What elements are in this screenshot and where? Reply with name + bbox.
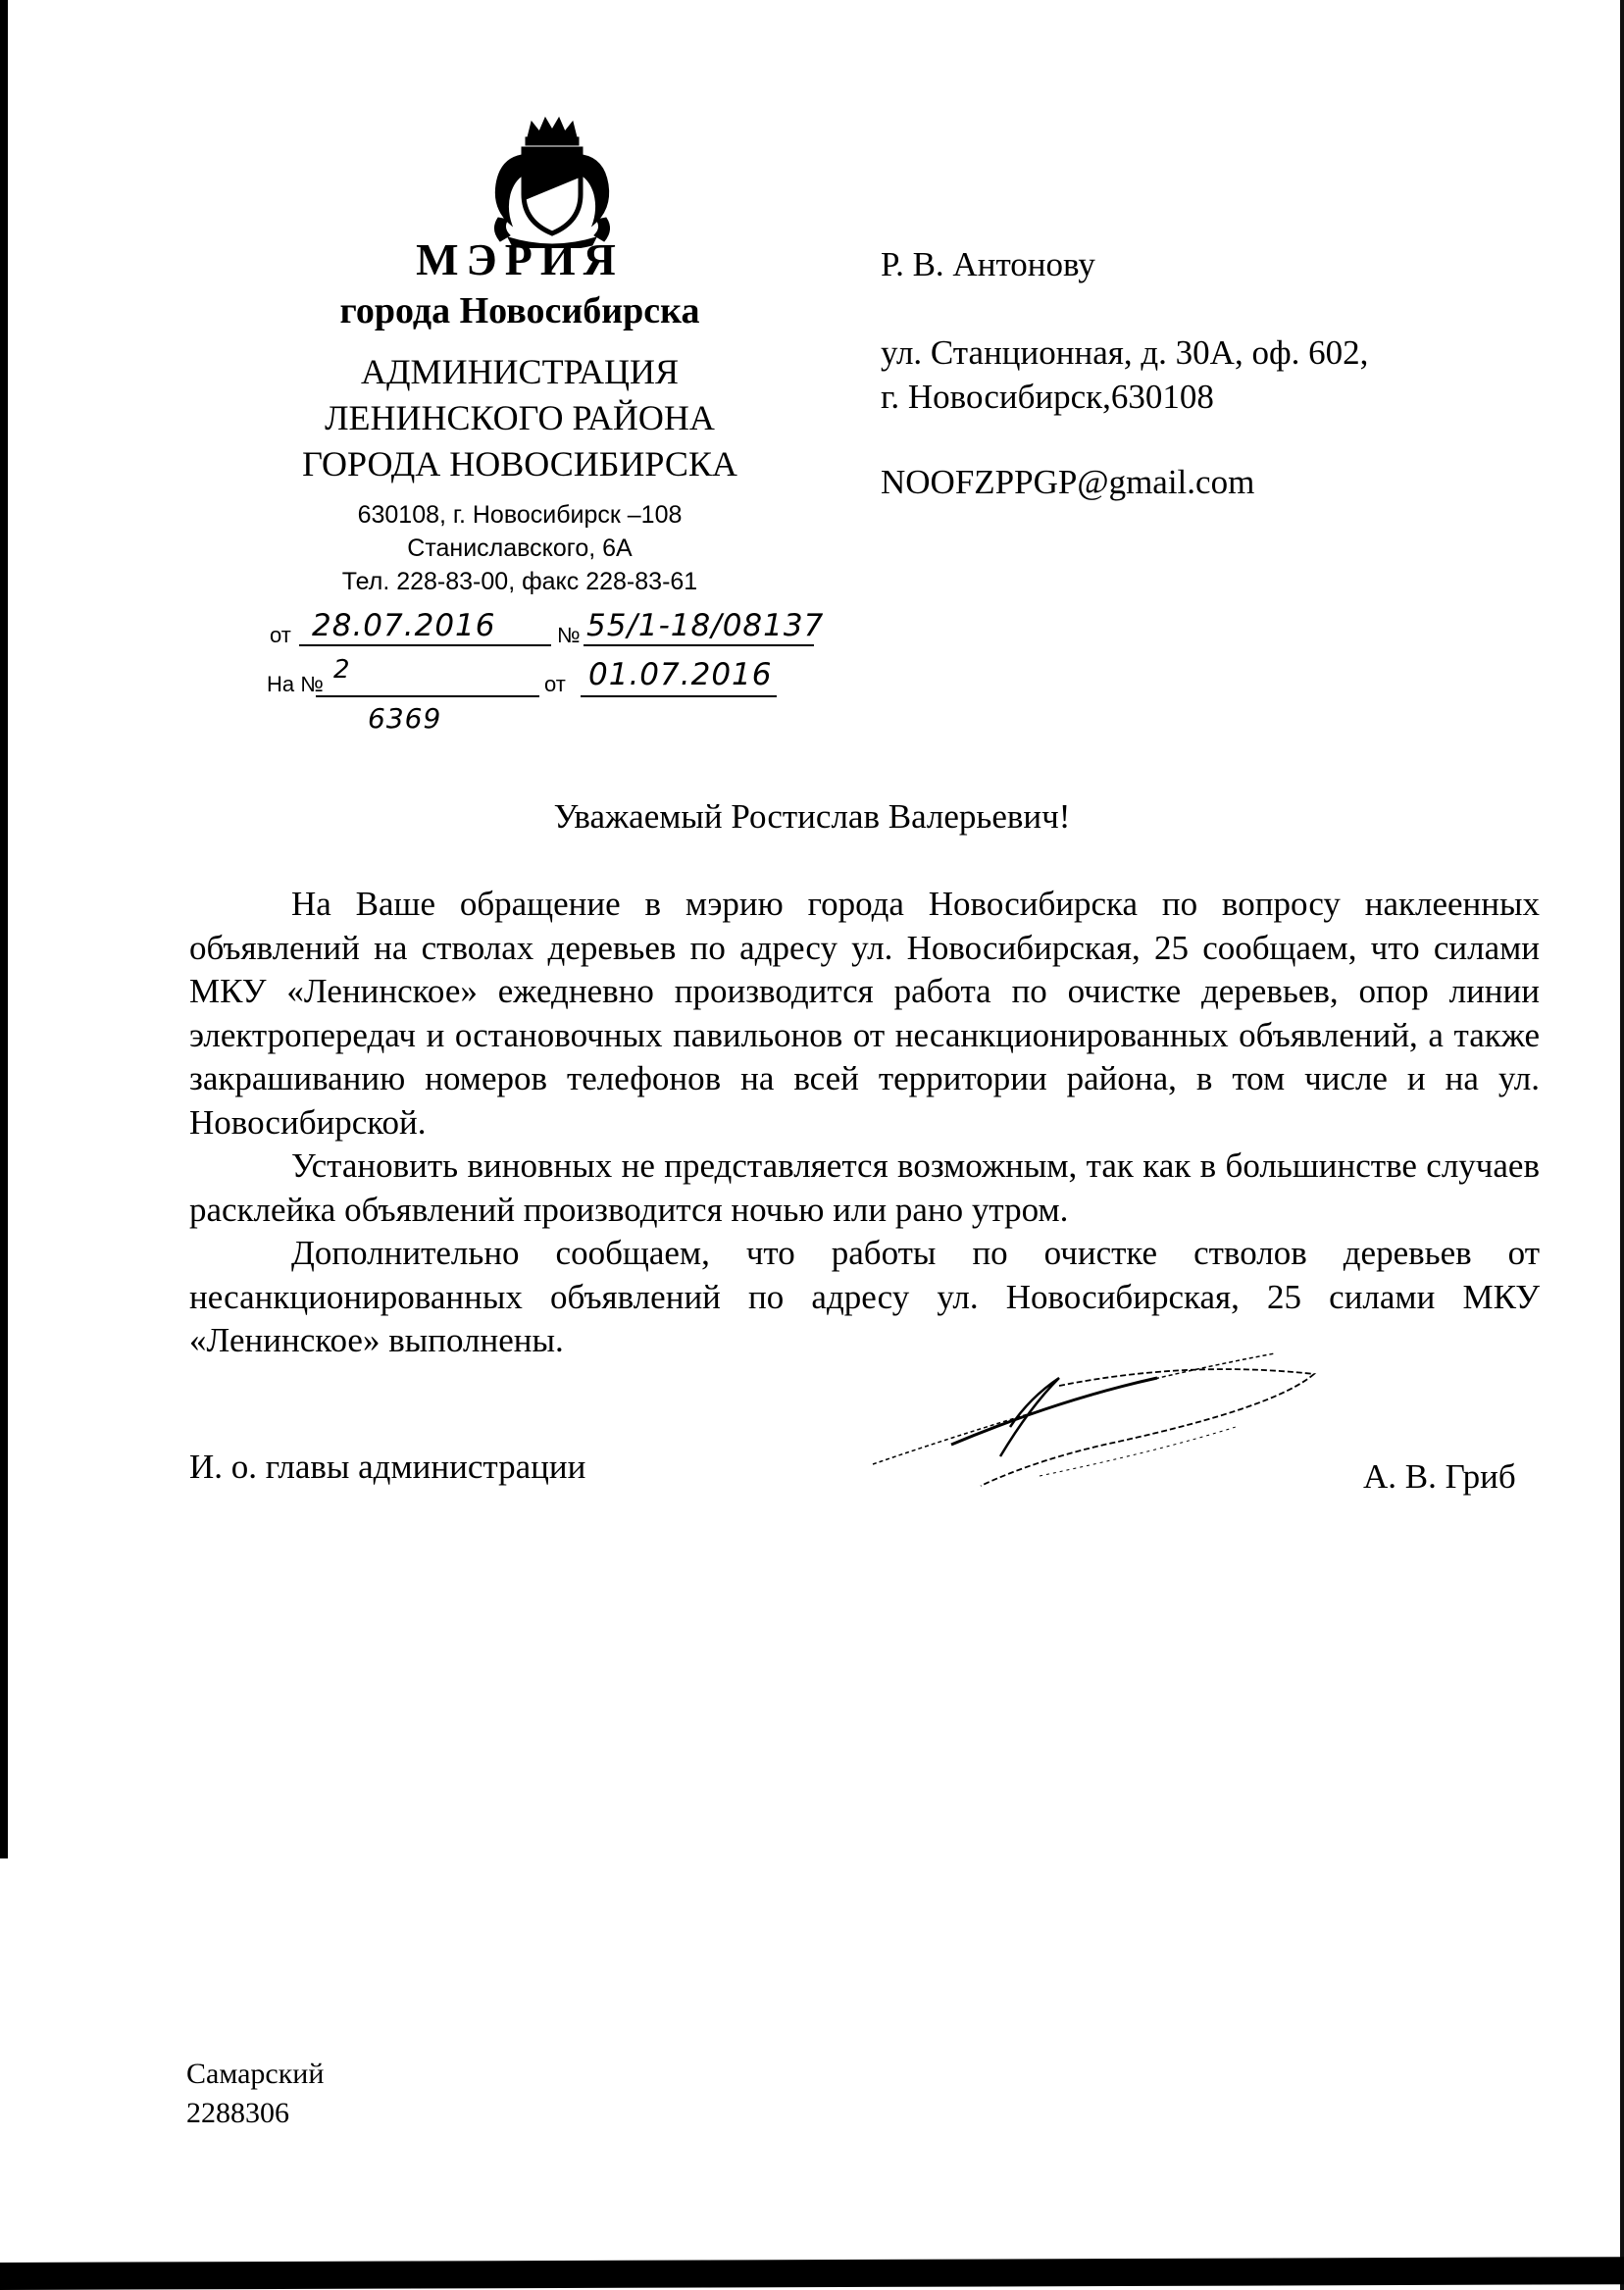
administration-line: ГОРОДА НОВОСИБИРСКА — [302, 444, 737, 483]
salutation: Уважаемый Ростислав Валерьевич! — [553, 797, 1071, 836]
signatory-name: А. В. Гриб — [1363, 1457, 1516, 1496]
administration-line: АДМИНИСТРАЦИЯ — [361, 352, 679, 391]
scan-edge-right — [1620, 0, 1624, 2290]
executor-phone: 2288306 — [186, 2097, 289, 2129]
body-paragraph: Установить виновных не представляется возможным, так как в большинстве случаев расклейка объявлений производится ночью или рано утром. — [189, 1146, 1540, 1229]
date-label: от — [270, 623, 291, 647]
reply-date-underline — [581, 695, 777, 697]
administration-line: ЛЕНИНСКОГО РАЙОНА — [325, 398, 715, 437]
executor-name: Самарский — [186, 2058, 325, 2090]
number-underline — [584, 644, 814, 646]
letter-body — [189, 883, 1540, 1363]
reply-to-value: 2 — [333, 655, 351, 685]
reply-date-value: 01.07.2016 — [588, 657, 773, 692]
executor-info — [186, 2055, 324, 2133]
address-line: Тел. 228-83-00, факс 228-83-61 — [341, 568, 698, 595]
number-label: № — [557, 623, 581, 647]
recipient-name: Р. В. Антонову — [881, 245, 1095, 283]
mayor-office-title: МЭРИЯ — [416, 234, 624, 284]
reply-to-label: На № — [267, 672, 324, 696]
scan-edge-left — [0, 0, 8, 1858]
signatory-title: И. о. главы администрации — [189, 1448, 586, 1486]
recipient-email: NOOFZPPGP@gmail.com — [881, 463, 1255, 501]
recipient-address-line2: г. Новосибирск,630108 — [881, 378, 1214, 416]
address-line: Станиславского, 6А — [407, 534, 633, 562]
body-paragraph: Дополнительно сообщаем, что работы по очистке стволов деревьев от несанкционированных объявлений по адресу ул. Новосибирская, 25 силами МКУ «Ленинское» выполнены. — [189, 1234, 1540, 1359]
reply-date-label: от — [544, 672, 566, 696]
address-line: 630108, г. Новосибирск –108 — [357, 501, 683, 529]
body-paragraph: На Ваше обращение в мэрию города Новосибирска по вопросу наклеенных объявлений на стволах деревьев по адресу ул. Новосибирская, 25 сообщаем, что силами МКУ «Ленинское» ежедневно производится работа по очистке деревьев, опор линии электропередач и остановочных павильонов от несанкционированных объявлений, а также закрашиванию номеров телефонов на всей территории района, в том числе и на ул. Новосибирской. — [189, 885, 1540, 1142]
date-underline — [299, 644, 551, 646]
reply-to-sub: 6369 — [368, 702, 442, 735]
administration-name — [235, 349, 804, 487]
scan-edge-bottom — [0, 2257, 1624, 2290]
number-value: 55/1-18/08137 — [586, 608, 825, 643]
coat-of-arms-icon — [488, 116, 616, 248]
recipient-address-line1: ул. Станционная, д. 30А, оф. 602, — [881, 333, 1369, 372]
date-value: 28.07.2016 — [312, 608, 496, 643]
administration-address — [235, 498, 804, 598]
city-name: города Новосибирска — [339, 290, 700, 331]
handwritten-signature — [863, 1339, 1334, 1515]
reply-to-underline — [316, 695, 539, 697]
